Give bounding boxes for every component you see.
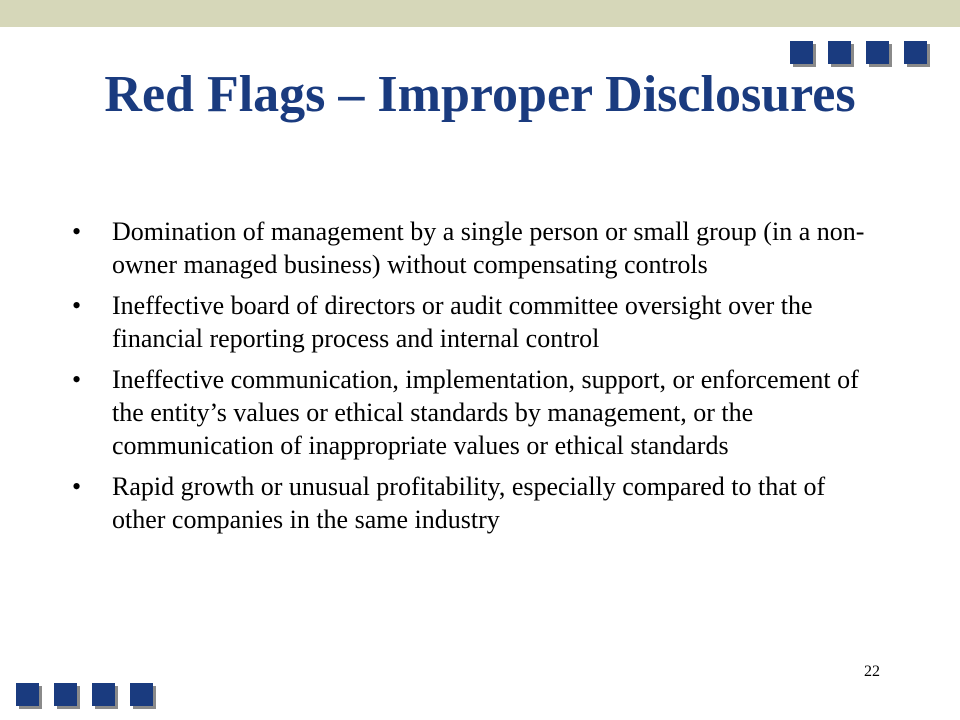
top-right-square-decoration <box>790 41 927 64</box>
bullet-item <box>72 289 882 355</box>
decor-square <box>130 683 153 706</box>
bullet-dot: • <box>72 472 82 501</box>
bullet-list <box>72 215 882 544</box>
bullet-item <box>72 363 882 462</box>
decor-square <box>866 41 889 64</box>
bullet-dot: • <box>72 365 82 394</box>
slide-title: Red Flags – Improper Disclosures <box>104 66 856 123</box>
decor-square <box>790 41 813 64</box>
bottom-left-square-decoration <box>16 683 153 706</box>
decor-square <box>904 41 927 64</box>
bullet-text: Rapid growth or unusual profitability, especially compared to that of other companies in the same industry <box>112 472 826 534</box>
bullet-item <box>72 215 882 281</box>
page-number: 22 <box>864 663 880 680</box>
bullet-dot: • <box>72 217 82 246</box>
decor-square <box>828 41 851 64</box>
decor-square <box>54 683 77 706</box>
bullet-item <box>72 470 882 536</box>
top-decorative-bar <box>0 0 960 27</box>
decor-square <box>92 683 115 706</box>
bullet-text: Domination of management by a single person or small group (in a non-owner managed business) without compensating controls <box>112 217 865 279</box>
bullet-dot: • <box>72 291 82 320</box>
bullet-text: Ineffective communication, implementation, support, or enforcement of the entity’s values or ethical standards by management, or the communication of inappropriate values or ethical standards <box>112 365 859 460</box>
bullet-text: Ineffective board of directors or audit committee oversight over the financial reporting process and internal control <box>112 291 813 353</box>
decor-square <box>16 683 39 706</box>
